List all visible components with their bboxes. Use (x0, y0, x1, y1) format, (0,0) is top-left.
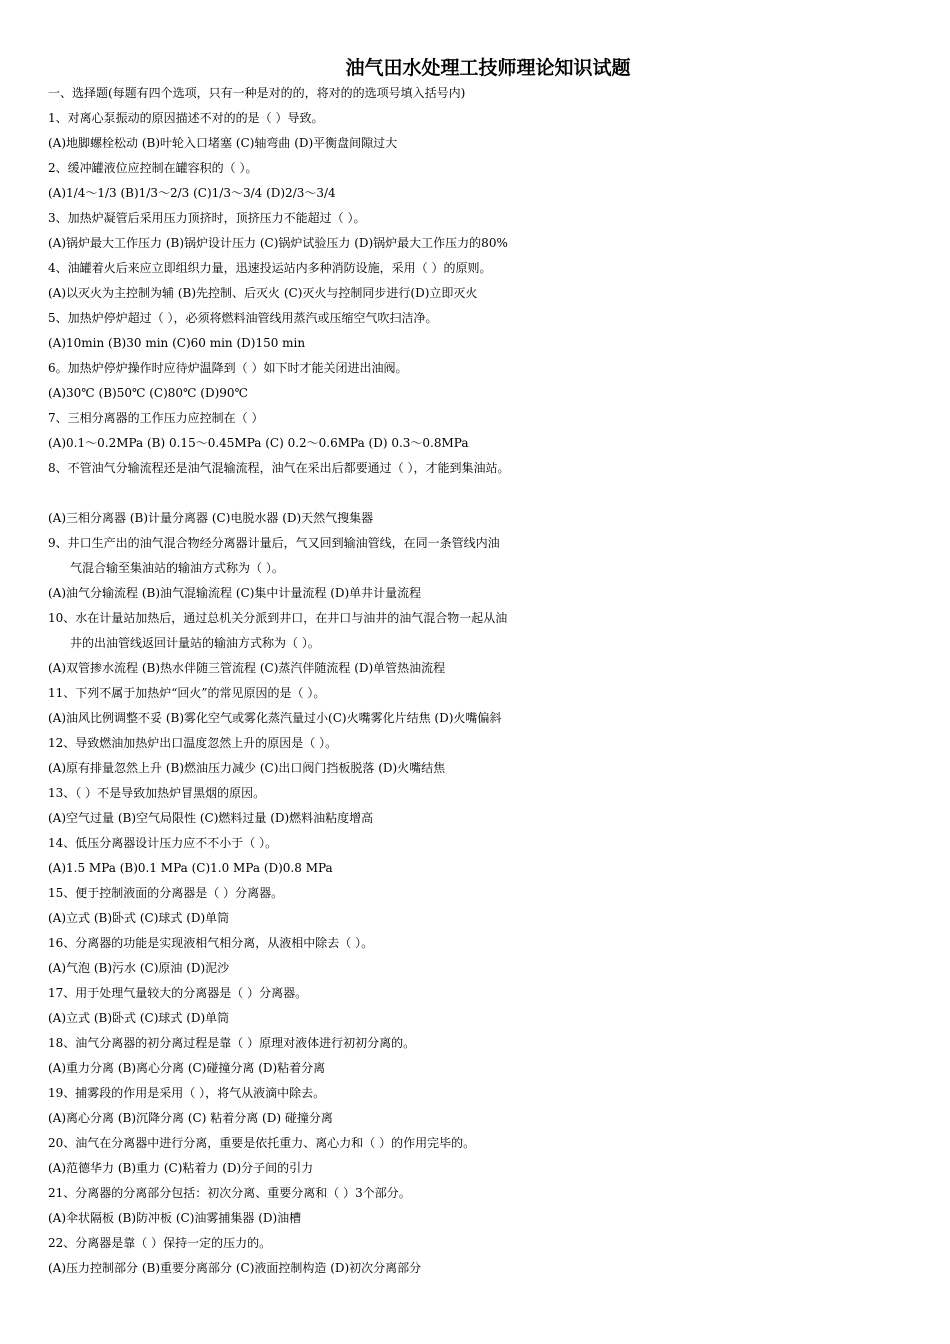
question-text: 6。加热炉停炉操作时应待炉温降到（ ）如下时才能关闭进出油阀。 (48, 361, 408, 375)
question-options: (A)三相分离器 (B)计量分离器 (C)电脱水器 (D)天然气搜集器 (48, 511, 374, 525)
question-options: (A)原有排量忽然上升 (B)燃油压力减少 (C)出口阀门挡板脱落 (D)火嘴结焦 (48, 761, 446, 775)
question-options: (A)1.5 MPa (B)0.1 MPa (C)1.0 MPa (D)0.8 MPa (48, 861, 333, 875)
question-text: 1、对离心泵振动的原因描述不对的的是（ ）导致。 (48, 111, 324, 125)
question-options: (A)压力控制部分 (B)重要分离部分 (C)液面控制构造 (D)初次分离部分 (48, 1261, 422, 1275)
question-text: 9、井口生产出的油气混合物经分离器计量后，气又回到输油管线，在同一条管线内油 (48, 536, 500, 550)
question-text: 19、捕雾段的作用是采用（ ），将气从液滴中除去。 (48, 1086, 326, 1100)
question-text: 14、低压分离器设计压力应不不小于（ ）。 (48, 836, 278, 850)
question-text: 11、下列不属于加热炉“回火”的常见原因的是（ ）。 (48, 686, 326, 700)
question-text: 5、加热炉停炉超过（ ），必须将燃料油管线用蒸汽或压缩空气吹扫洁净。 (48, 311, 438, 325)
question-options: (A)重力分离 (B)离心分离 (C)碰撞分离 (D)粘着分离 (48, 1061, 326, 1075)
question-text: 18、油气分离器的初分离过程是靠（ ）原理对液体进行初初分离的。 (48, 1036, 416, 1050)
question-text: 20、油气在分离器中进行分离，重要是依托重力、离心力和（ ）的作用完毕的。 (48, 1136, 476, 1150)
question-text-continued: 井的出油管线返回计量站的输油方式称为（ ）。 (70, 636, 320, 650)
blank-line (48, 481, 928, 506)
section-heading: 一、选择题(每题有四个选项，只有一种是对的的，将对的的选项号填入括号内) (48, 86, 466, 100)
question-text: 22、分离器是靠（ ）保持一定的压力的。 (48, 1236, 272, 1250)
question-options: (A)立式 (B)卧式 (C)球式 (D)单筒 (48, 1011, 230, 1025)
question-options: (A)30℃ (B)50℃ (C)80℃ (D)90℃ (48, 386, 248, 400)
question-options: (A)以灭火为主控制为辅 (B)先控制、后灭火 (C)灭火与控制同步进行(D)立即灭火 (48, 286, 478, 300)
question-options: (A)锅炉最大工作压力 (B)锅炉设计压力 (C)锅炉试验压力 (D)锅炉最大工作压力的80% (48, 236, 508, 250)
question-text: 17、用于处理气量较大的分离器是（ ）分离器。 (48, 986, 308, 1000)
question-options: (A)0.1～0.2MPa (B) 0.15～0.45MPa (C) 0.2～0.6MPa (D) 0.3～0.8MPa (48, 436, 469, 450)
question-text: 2、缓冲罐液位应控制在罐容积的（ ）。 (48, 161, 258, 175)
question-options: (A)空气过量 (B)空气局限性 (C)燃料过量 (D)燃料油粘度增高 (48, 811, 374, 825)
question-text: 15、便于控制液面的分离器是（ ）分离器。 (48, 886, 284, 900)
question-text: 4、油罐着火后来应立即组织力量，迅速投运站内多种消防设施，采用（ ）的原则。 (48, 261, 492, 275)
question-options: (A)油气分输流程 (B)油气混输流程 (C)集中计量流程 (D)单井计量流程 (48, 586, 422, 600)
question-text: 3、加热炉凝管后采用压力顶挤时，顶挤压力不能超过（ ）。 (48, 211, 366, 225)
question-options: (A)离心分离 (B)沉降分离 (C) 粘着分离 (D) 碰撞分离 (48, 1111, 333, 1125)
question-text: 21、分离器的分离部分包括：初次分离、重要分离和（ ）3个部分。 (48, 1186, 411, 1200)
question-options: (A)1/4～1/3 (B)1/3～2/3 (C)1/3～3/4 (D)2/3～3/4 (48, 186, 336, 200)
question-text: 8、不管油气分输流程还是油气混输流程，油气在采出后都要通过（ ），才能到集油站。 (48, 461, 510, 475)
question-options: (A)地脚螺栓松动 (B)叶轮入口堵塞 (C)轴弯曲 (D)平衡盘间隙过大 (48, 136, 398, 150)
document-title: 油气田水处理工技师理论知识试题 (345, 57, 631, 79)
question-options: (A)油风比例调整不妥 (B)雾化空气或雾化蒸汽量过小(C)火嘴雾化片结焦 (D)火嘴偏斜 (48, 711, 502, 725)
question-text: 10、水在计量站加热后，通过总机关分派到井口，在井口与油井的油气混合物一起从油 (48, 611, 508, 625)
question-text: 16、分离器的功能是实现液相气相分离，从液相中除去（ ）。 (48, 936, 374, 950)
question-options: (A)立式 (B)卧式 (C)球式 (D)单筒 (48, 911, 230, 925)
document-page (48, 56, 928, 1281)
question-options: (A)双管掺水流程 (B)热水伴随三管流程 (C)蒸汽伴随流程 (D)单管热油流程 (48, 661, 446, 675)
question-text-continued: 气混合输至集油站的输油方式称为（ ）。 (70, 561, 284, 575)
question-text: 13、（ ）不是导致加热炉冒黑烟的原因。 (48, 786, 266, 800)
question-text: 12、导致燃油加热炉出口温度忽然上升的原因是（ ）。 (48, 736, 338, 750)
question-options: (A)10min (B)30 min (C)60 min (D)150 min (48, 336, 306, 350)
question-text: 7、三相分离器的工作压力应控制在（ ） (48, 411, 264, 425)
question-options: (A)伞状隔板 (B)防冲板 (C)油雾捕集器 (D)油槽 (48, 1211, 302, 1225)
question-options: (A)范德华力 (B)重力 (C)粘着力 (D)分子间的引力 (48, 1161, 314, 1175)
question-options: (A)气泡 (B)污水 (C)原油 (D)泥沙 (48, 961, 230, 975)
